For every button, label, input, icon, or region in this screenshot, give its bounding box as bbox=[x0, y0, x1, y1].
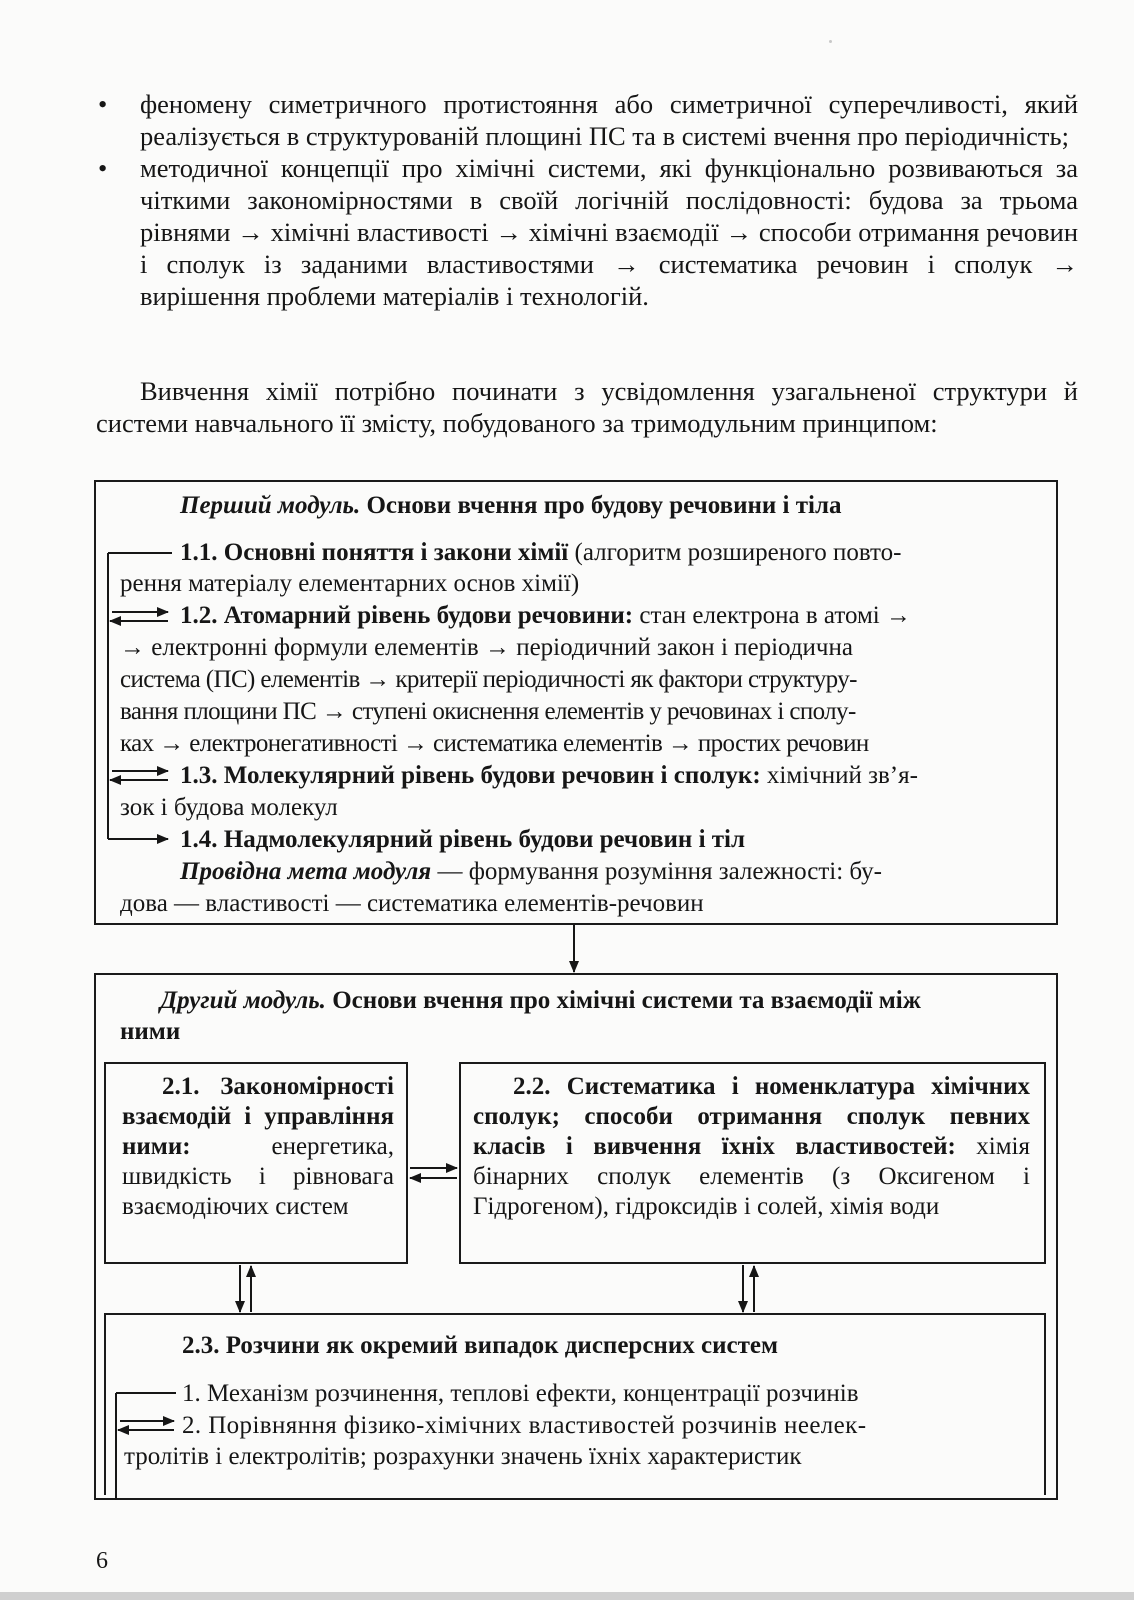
goal-text: — формування розуміння залежності: бу- bbox=[431, 858, 882, 885]
box-2-2-text: хімія бінарних сполук елементів (з Оксигеном і Гідрогеном), гідроксидів і солей, хімія води bbox=[473, 1133, 1030, 1220]
module1-title-text: Основи вчення про будову речовини і тіла bbox=[360, 492, 842, 519]
box-2-3-item-2-cont: тролітів і електролітів; розрахунки значень їхніх характеристик bbox=[124, 1443, 802, 1470]
box-2-2-heading: 2.2. Систематика і номенклатура хімічних сполук; способи отримання сполук певних класів і вивчення їхніх властивостей: bbox=[473, 1073, 1030, 1160]
box-2-3-title: 2.3. Розчини як окремий випадок дисперсних систем bbox=[182, 1332, 778, 1359]
module1-item-2-line4: вання площини ПС → ступені окиснення елементів у речовинах і сполу- bbox=[120, 698, 856, 725]
bullet-mark: • bbox=[98, 89, 108, 119]
scan-bottom-edge bbox=[0, 1592, 1134, 1600]
module1-item-1-cont: рення матеріалу елементарних основ хімії) bbox=[120, 570, 580, 597]
box-2-1-text: енергетика, швидкість і рівновага взаємодіючих систем bbox=[122, 1133, 394, 1220]
bullet-text-2: методичної концепції про хімічні системи, які функціонально розвиваються за чіткими закономірностями в своїй логічній послідовності: будова за трьома рівнями → хімічні властивості → хімічні взаємодії → способи отримання речовин і сполук із заданими властивостями → систематика речовин і сполук → вирішення проблеми матеріалів і технологій. bbox=[140, 153, 1078, 311]
item-1-2-text: стан електрона в атомі → bbox=[633, 602, 912, 629]
module1-item-2-line2: → електронні формули елементів → періодичний закон і періодична bbox=[120, 634, 853, 661]
bullet-mark: • bbox=[98, 153, 108, 183]
item-1-3-heading: 1.3. Молекулярний рівень будови речовин і сполук: bbox=[180, 762, 761, 789]
module1-title-label: Перший модуль. bbox=[180, 492, 361, 519]
module2-title-cont: ними bbox=[120, 1018, 181, 1045]
module1-goal-cont: дова — властивості — систематика елементів-речовин bbox=[120, 890, 704, 917]
bullet-text-1: феномену симетричного протистояння або симетричної суперечливості, який реалізується в структурованій площині ПС та в системі вчення про періодичність; bbox=[140, 89, 1078, 151]
item-1-3-text: хімічний зв’я- bbox=[760, 762, 918, 789]
module1-item-2-line5: ках → електронегативності → систематика елементів → простих речовин bbox=[120, 730, 869, 757]
item-1-4-heading: 1.4. Надмолекулярний рівень будови речовин і тіл bbox=[180, 826, 746, 853]
intro-paragraph: Вивчення хімії потрібно починати з усвідомлення узагальненої структури й системи навчального її змісту, побудованого за тримодульним принципом: bbox=[96, 376, 1078, 438]
module2-title-text: Основи вчення про хімічні системи та взаємодії між bbox=[325, 987, 921, 1014]
module2-title-label: Другий модуль. bbox=[160, 987, 326, 1014]
item-1-2-heading: 1.2. Атомарний рівень будови речовини: bbox=[180, 602, 634, 629]
box-2-1-heading: 2.1. Закономірності взаємодій і управління ними: bbox=[122, 1073, 394, 1160]
item-1-1-heading: 1.1. Основні поняття і закони хімії bbox=[180, 539, 569, 566]
page-number: 6 bbox=[96, 1548, 108, 1574]
box-2-3-item-1: 1. Механізм розчинення, теплові ефекти, концентрації розчинів bbox=[182, 1380, 859, 1407]
box-2-3-item-2: 2. Порівняння фізико-хімічних властивостей розчинів неелек- bbox=[182, 1412, 867, 1439]
module1-item-2-line3: система (ПС) елементів → критерії періодичності як фактори структуру- bbox=[120, 666, 857, 693]
item-1-1-text: (алгоритм розширеного повто- bbox=[568, 539, 902, 566]
module1-item-3-cont: зок і будова молекул bbox=[120, 794, 338, 821]
goal-label: Провідна мета модуля bbox=[180, 858, 432, 885]
